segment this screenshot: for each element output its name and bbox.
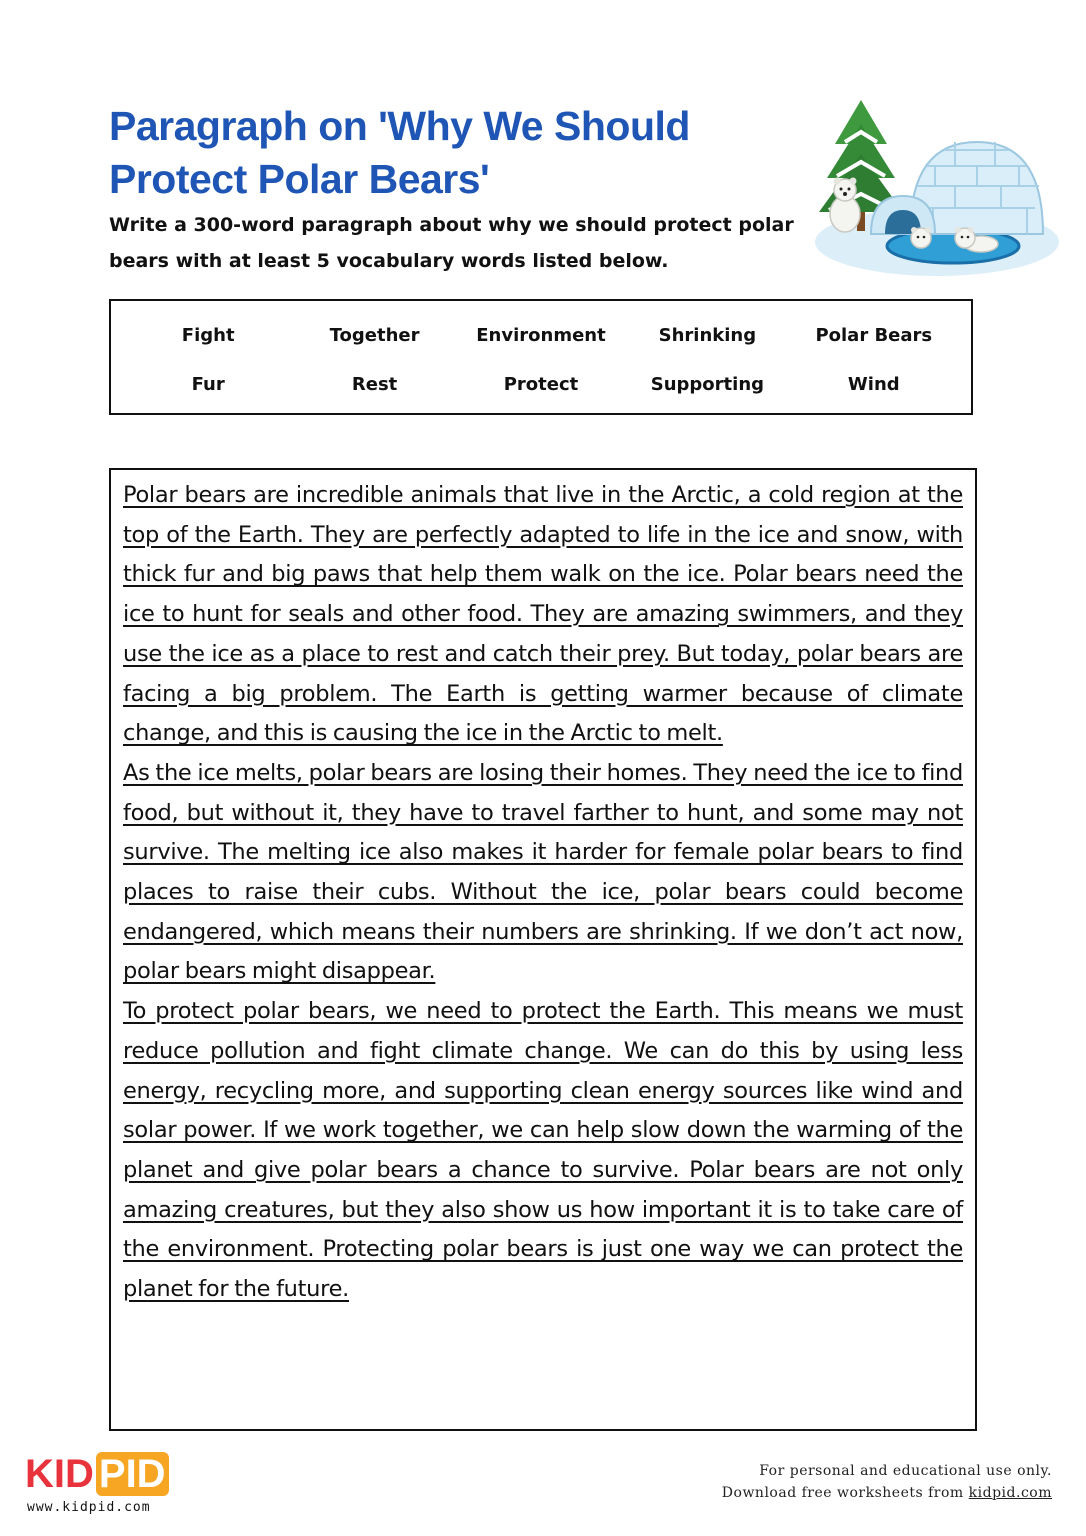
logo-wordmark [25,1452,169,1496]
instructions-text: Write a 300-word paragraph about why we should protect polar bears with at least 5 vocabulary words listed below. [109,214,794,272]
vocab-word: Fight [181,325,235,346]
vocab-word: Wind [847,374,900,395]
polar-bear-cub-icon [911,227,931,248]
vocab-word: Supporting [650,374,765,395]
vocabulary-box [109,299,973,415]
essay-box [109,468,977,1431]
vocab-word: Protect [503,374,579,395]
footer-line-2-prefix: Download free worksheets from [721,1485,969,1501]
logo-part-pid: PID [96,1452,169,1496]
polar-bear-icon [830,178,860,233]
logo-url: www.kidpid.com [27,1500,151,1515]
vocab-word: Environment [476,325,606,346]
vocabulary-grid [111,301,971,411]
vocab-word: Together [329,325,420,346]
essay-paragraph-3: To protect polar bears, we need to protect the Earth. This means we must reduce pollution and fight climate change. We can do this by using less energy, recycling more, and supporting clean energy sources like wind and solar power. If we work together, we can help slow down the warming of the planet and give polar bears a chance to survive. Polar bears are not only amazing creatures, but they also show us how important it is to take care of the environment. Protecting polar bears is just one way we can protect the planet for the future. [123,998,963,1303]
footer-line-2 [722,1482,1052,1504]
vocab-word: Polar Bears [815,325,933,346]
kidpid-link[interactable]: kidpid.com [968,1485,1052,1501]
kidpid-logo[interactable] [25,1452,175,1522]
page-title: Paragraph on 'Why We Should Protect Polar Bears' [109,103,690,202]
essay-paragraph-1: Polar bears are incredible animals that live in the Arctic, a cold region at the top of the Earth. They are perfectly adapted to life in the ice and snow, with thick fur and big paws that help them walk on the ice. Polar bears need the ice to hunt for seals and other food. They are amazing swimmers, and they use the ice as a place to rest and catch their prey. But today, polar bears are facing a big problem. The Earth is getting warmer because of climate change, and this is causing the ice in the Arctic to melt. [123,482,963,747]
essay-paragraph-2: As the ice melts, polar bears are losing their homes. They need the ice to find food, but without it, they have to travel farther to hunt, and some may not survive. The melting ice also makes it harder for female polar bears to find places to raise their cubs. Without the ice, polar bears could become endangered, which means their numbers are shrinking. If we don’t act now, polar bears might disappear. [123,759,963,985]
logo-part-kid: KID [25,1452,94,1496]
footer-notice [722,1460,1052,1504]
igloo-polar-bear-illustration [805,96,1060,282]
vocab-word: Rest [351,374,398,395]
igloo-icon [871,142,1043,234]
vocab-word: Shrinking [658,325,757,346]
footer-line-1: For personal and educational use only. [759,1463,1052,1479]
vocab-word: Fur [191,374,225,395]
